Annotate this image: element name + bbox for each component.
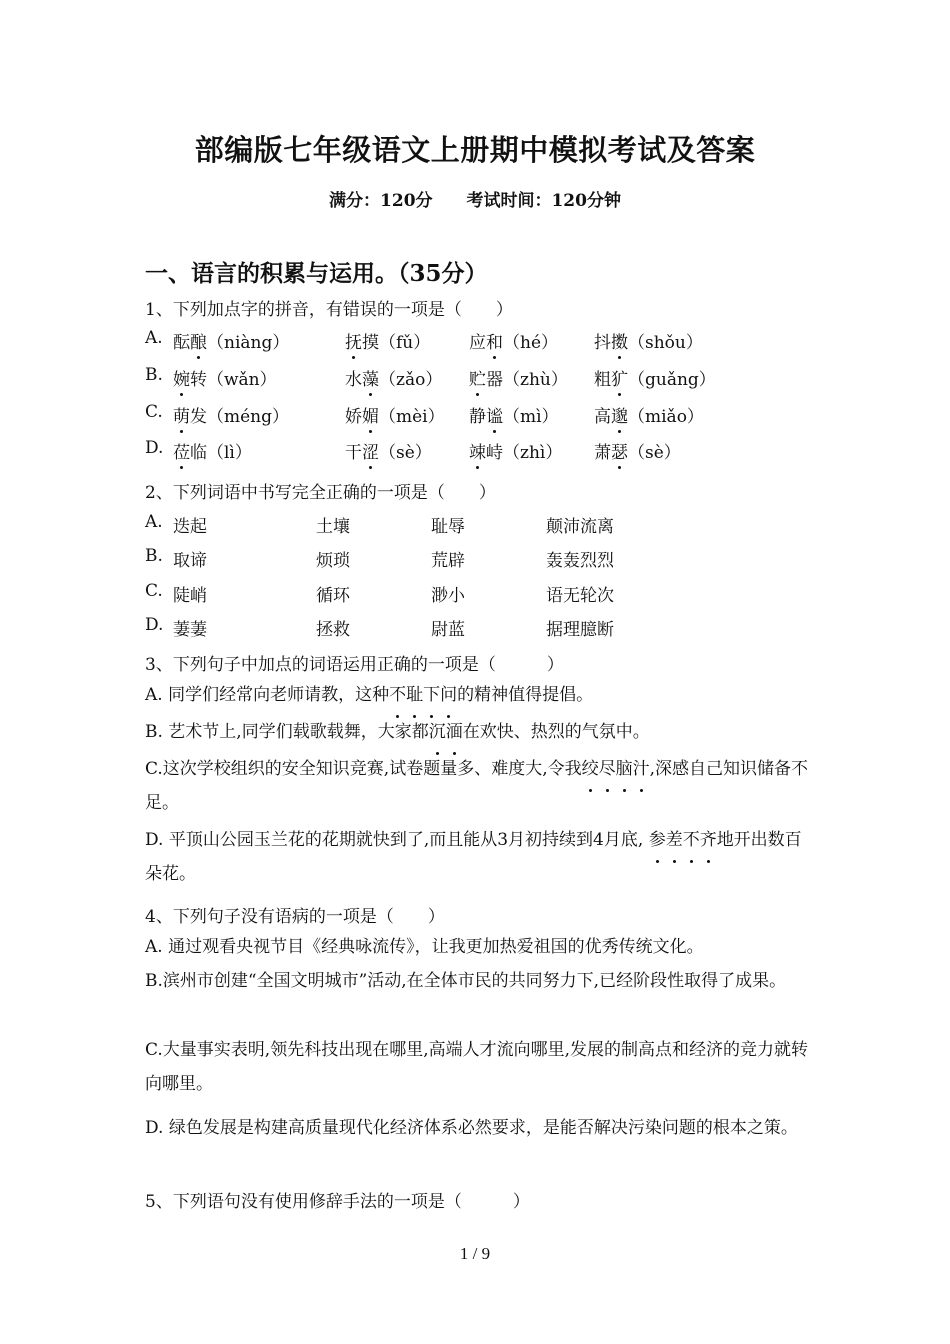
option-word: [345, 438, 432, 463]
dotted-phrase: [649, 830, 717, 850]
dotted-char: 媚: [362, 402, 379, 427]
dotted-char: 邈: [611, 402, 628, 427]
exam-info: [0, 186, 950, 211]
word-text: （mèi）: [379, 407, 445, 427]
question-3-option-a: [145, 678, 810, 712]
word-text: （zǎo）: [379, 370, 443, 390]
dotted-char: 脑: [616, 752, 633, 786]
option-word: [469, 438, 562, 463]
section-heading: 一、语言的积累与运用。（35分）: [145, 260, 488, 287]
question-2-stem: 2、下列词语中书写完全正确的一项是（ ）: [145, 483, 496, 503]
word-text: 萧: [594, 443, 611, 463]
dotted-char: 莅: [173, 438, 190, 463]
dotted-char: 湎: [446, 715, 463, 749]
option-word: [173, 402, 289, 427]
word-text: （hé）: [503, 333, 559, 353]
dotted-phrase: [429, 722, 463, 742]
option-word: [345, 402, 445, 427]
option-label: D.: [145, 615, 164, 635]
word-text: 娇: [345, 407, 362, 427]
word-text: 发（méng）: [190, 407, 290, 427]
dotted-char: 耻: [406, 678, 423, 712]
option-word: 土壤: [316, 517, 350, 537]
option-text: C.这次学校组织的安全知识竞赛,试卷题量多、难度大,令我: [145, 759, 582, 779]
question-5-stem: 5、下列语句没有使用修辞手法的一项是（ ）: [145, 1192, 530, 1212]
option-word: 耻辱: [431, 517, 465, 537]
word-text: 水: [345, 370, 362, 390]
word-text: （niàng）: [207, 333, 290, 353]
exam-time: 考试时间：120分钟: [466, 191, 621, 211]
question-3-option-c: [145, 752, 810, 820]
option-word: 轰轰烈烈: [546, 551, 614, 571]
dotted-phrase: [582, 759, 650, 779]
option-text: B. 艺术节上,同学们载歌载舞，大家都: [145, 722, 429, 742]
option-text: 的精神值得提倡。: [457, 685, 594, 705]
word-text: 干: [345, 443, 362, 463]
option-word: 取谛: [173, 551, 207, 571]
option-word: 拯救: [316, 620, 350, 640]
dotted-char: 抚: [345, 328, 362, 353]
option-word: [173, 365, 277, 390]
word-text: 应: [469, 333, 486, 353]
option-text: A. 同学们经常向老师请教，这种: [145, 685, 390, 705]
option-word: [469, 365, 568, 390]
option-word: 语无轮次: [546, 586, 614, 606]
dotted-char: 参: [649, 823, 666, 857]
word-text: 粗: [594, 370, 611, 390]
dotted-char: 藻: [362, 365, 379, 390]
option-word: 烦琐: [316, 551, 350, 571]
dotted-char: 尽: [599, 752, 616, 786]
dotted-char: 问: [440, 678, 457, 712]
dotted-char: 绞: [582, 752, 599, 786]
dotted-char: 犷: [611, 365, 628, 390]
page-title: 部编版七年级语文上册期中模拟考试及答案: [194, 133, 756, 167]
dotted-char: 谧: [486, 402, 503, 427]
option-text: ,深感自己知识储备不足。: [145, 759, 809, 813]
question-4-option-a: A. 通过观看央视节目《经典咏流传》，让我更加热爱祖国的优秀传统文化。: [145, 937, 704, 957]
option-label: A.: [145, 328, 163, 348]
dotted-char: 不: [389, 678, 406, 712]
dotted-char: 涩: [362, 438, 379, 463]
word-text: （sè）: [379, 443, 432, 463]
option-label: B.: [145, 546, 163, 566]
option-label: C.: [145, 402, 163, 422]
option-word: [345, 328, 430, 353]
option-word: [594, 402, 704, 427]
option-word: [469, 328, 558, 353]
option-word: 荒辟: [431, 551, 465, 571]
word-text: 转（wǎn）: [190, 370, 277, 390]
word-text: 摸（fǔ）: [362, 333, 431, 353]
dotted-char: 瑟: [611, 438, 628, 463]
word-text: 静: [469, 407, 486, 427]
option-label: C.: [145, 581, 163, 601]
word-text: （miǎo）: [628, 407, 704, 427]
word-text: （shǒu）: [628, 333, 703, 353]
option-label: A.: [145, 512, 163, 532]
option-word: 尉蓝: [431, 620, 465, 640]
dotted-char: 差: [666, 823, 683, 857]
full-score: 满分：120分: [329, 191, 433, 211]
option-word: 渺小: [431, 586, 465, 606]
option-text: D. 平顶山公园玉兰花的花期就快到了,而且能从3月初持续到4月底,: [145, 830, 649, 850]
dotted-char: 擞: [611, 328, 628, 353]
dotted-char: 萌: [173, 402, 190, 427]
dotted-char: 不: [683, 823, 700, 857]
word-text: 峙（zhì）: [486, 443, 563, 463]
question-3-option-d: [145, 823, 810, 891]
word-text: 高: [594, 407, 611, 427]
dotted-char: 贮: [469, 365, 486, 390]
word-text: （guǎng）: [628, 370, 716, 390]
dotted-char: 和: [486, 328, 503, 353]
question-4-stem: 4、下列句子没有语病的一项是（ ）: [145, 907, 445, 927]
page-number: 1 / 9: [459, 1244, 491, 1263]
option-word: 陡峭: [173, 586, 207, 606]
option-text: 在欢快、热烈的气氛中。: [462, 722, 650, 742]
option-word: 萋萋: [173, 620, 207, 640]
option-word: 颠沛流离: [546, 517, 614, 537]
dotted-char: 竦: [469, 438, 486, 463]
option-word: [173, 438, 252, 463]
dotted-char: 婉: [173, 365, 190, 390]
option-text: 地开出数百朵花。: [145, 830, 802, 884]
word-text: 临（lì）: [190, 443, 252, 463]
dotted-char: 下: [423, 678, 440, 712]
word-text: （mì）: [503, 407, 559, 427]
question-3-option-b: [145, 715, 810, 749]
dotted-phrase: [389, 685, 457, 705]
question-4-option-c: C.大量事实表明,领先科技出现在哪里,高端人才流向哪里,发展的制高点和经济的竞力就转向哪里。: [145, 1040, 809, 1094]
option-label: D.: [145, 438, 164, 458]
question-3-stem: 3、下列句子中加点的词语运用正确的一项是（ ）: [145, 655, 564, 675]
word-text: 酝: [173, 333, 190, 353]
option-word: 循环: [316, 586, 350, 606]
question-1-stem: 1、下列加点字的拼音，有错误的一项是（ ）: [145, 300, 513, 320]
question-4-option-b: B.滨州市创建“全国文明城市”活动,在全体市民的共同努力下,已经阶段性取得了成果。: [145, 971, 787, 991]
option-word: 迭起: [173, 517, 207, 537]
option-word: [594, 438, 681, 463]
word-text: （sè）: [628, 443, 681, 463]
dotted-char: 齐: [700, 823, 717, 857]
dotted-char: 汁: [633, 752, 650, 786]
option-word: [594, 365, 716, 390]
option-label: B.: [145, 365, 163, 385]
option-word: [594, 328, 703, 353]
word-text: 器（zhù）: [486, 370, 568, 390]
dotted-char: 沉: [429, 715, 446, 749]
option-word: [173, 328, 289, 353]
option-word: [469, 402, 559, 427]
word-text: 抖: [594, 333, 611, 353]
option-word: 据理臆断: [546, 620, 614, 640]
dotted-char: 酿: [190, 328, 207, 353]
question-4-option-d: D. 绿色发展是构建高质量现代化经济体系必然要求，是能否解决污染问题的根本之策。: [145, 1118, 798, 1138]
option-word: [345, 365, 442, 390]
